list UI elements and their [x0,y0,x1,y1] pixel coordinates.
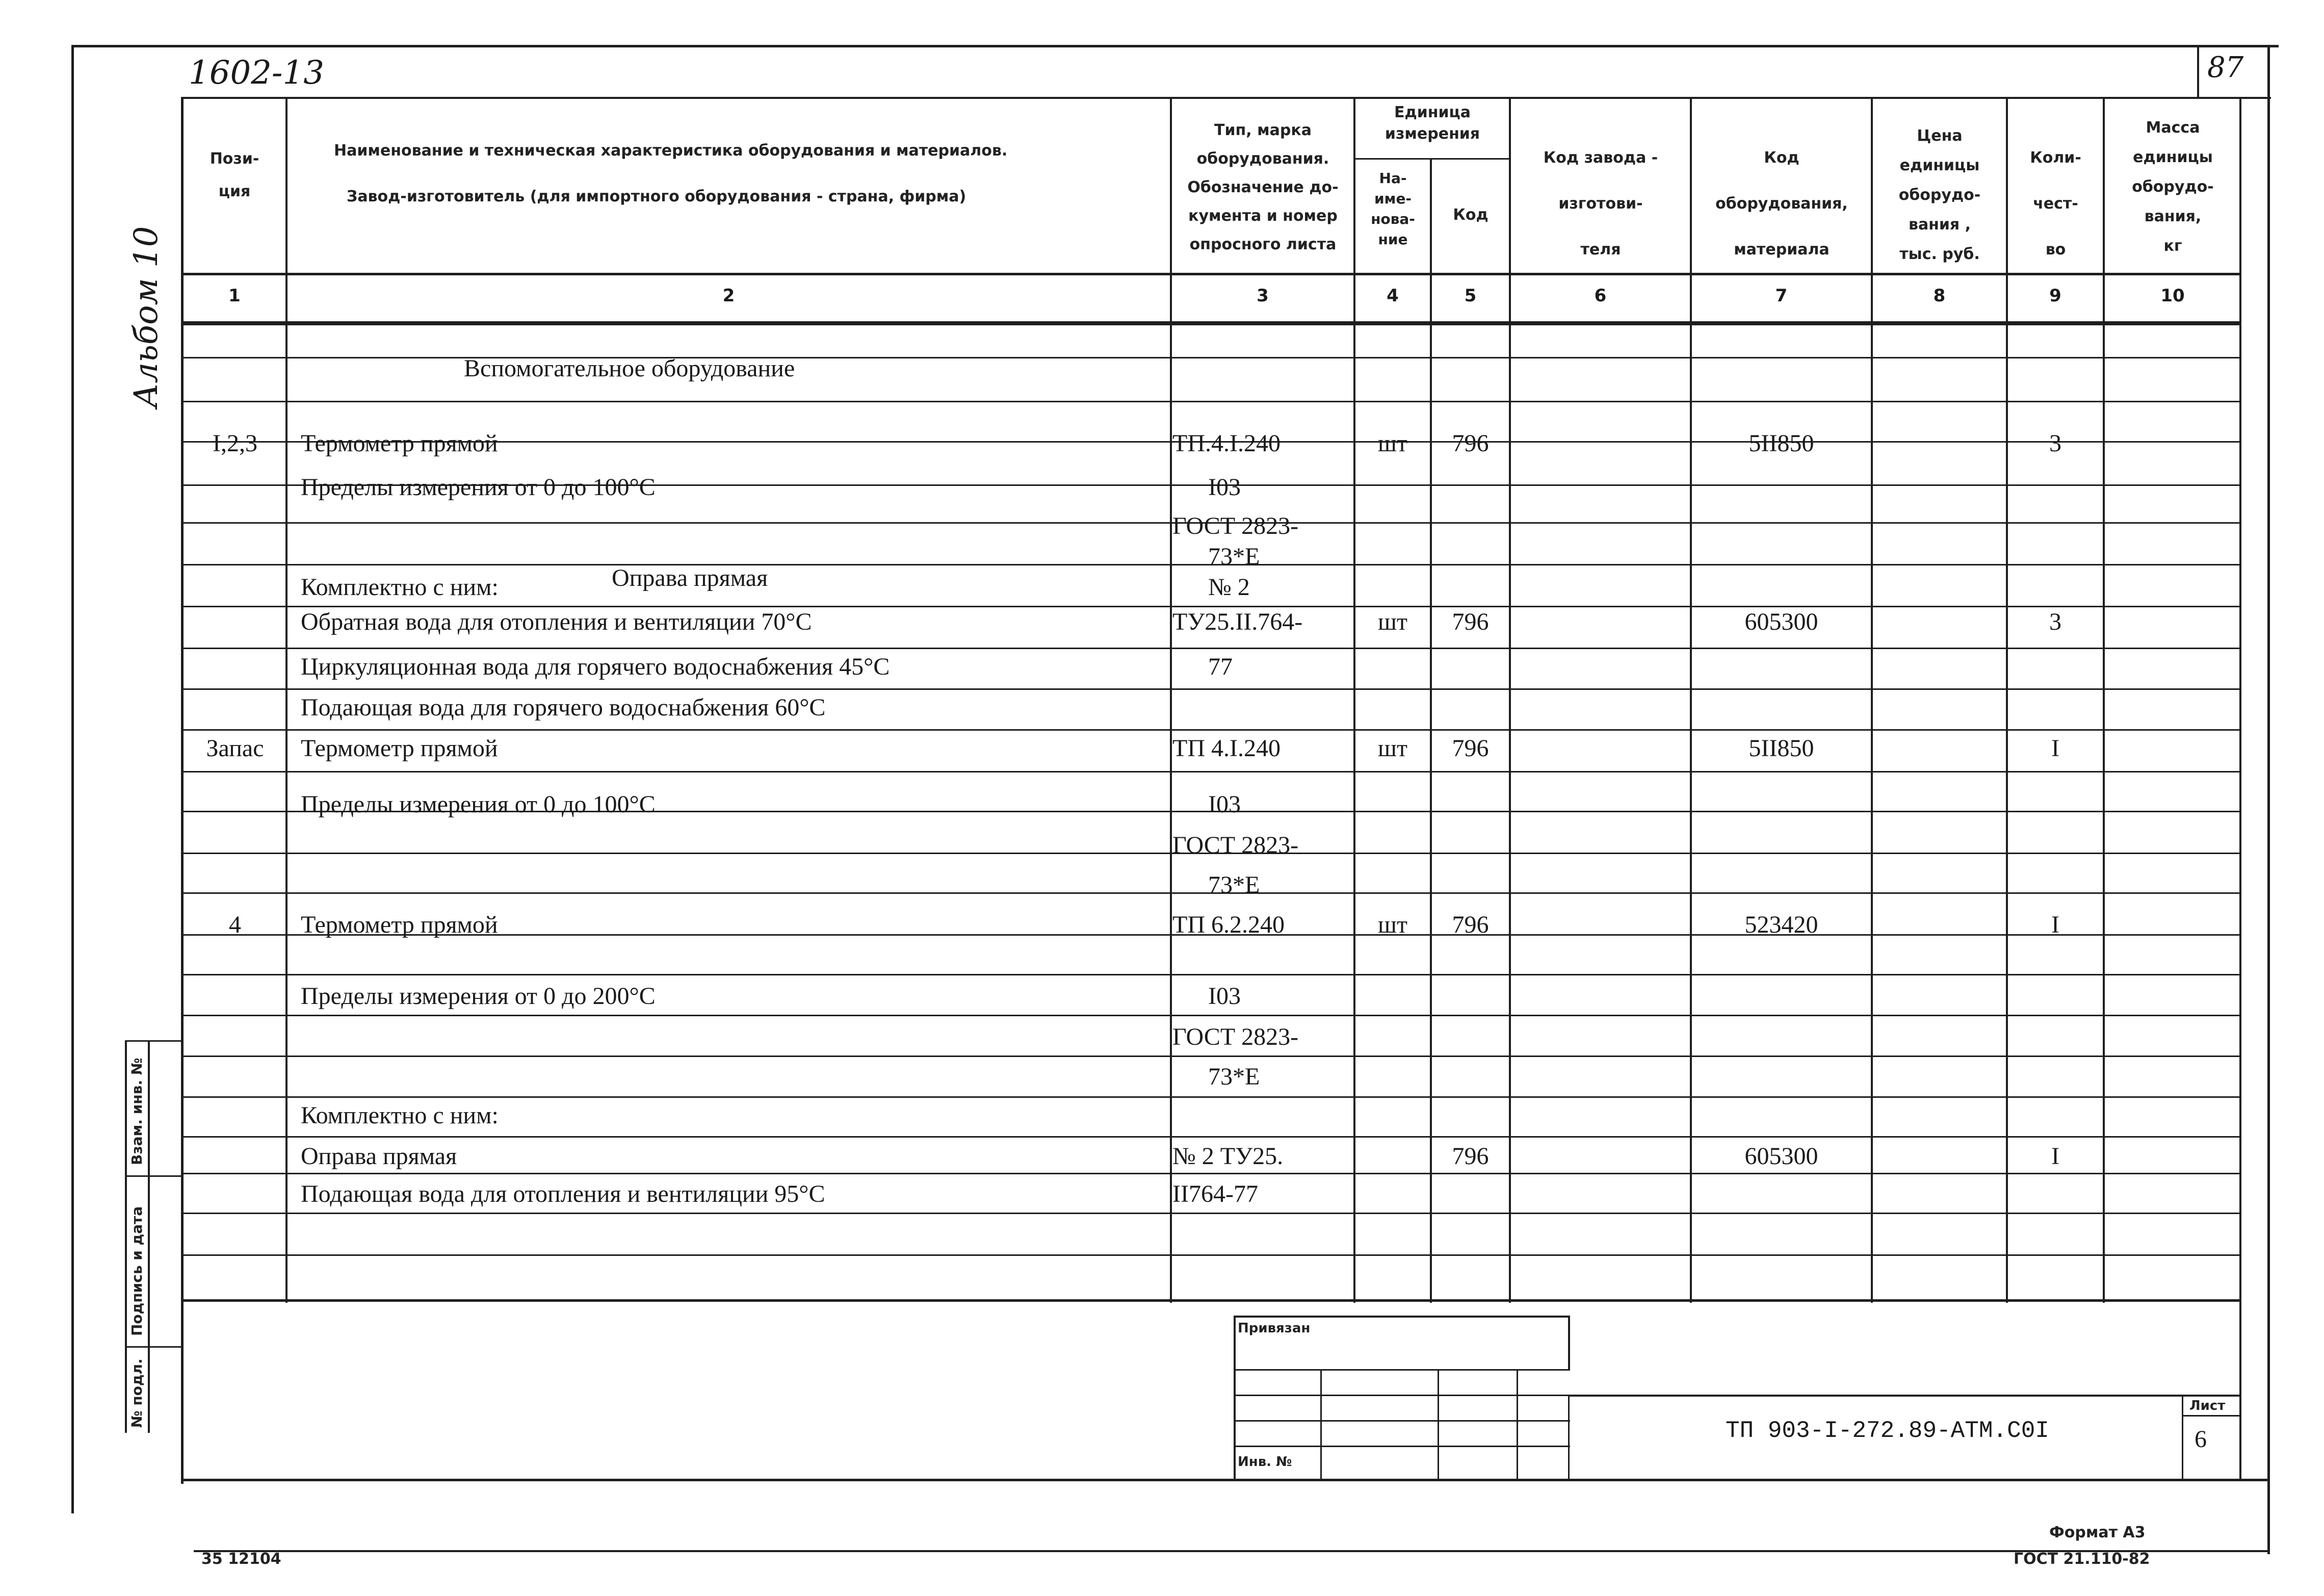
row-5-type: № 2 [1208,574,1250,601]
row-13-equip: 523420 [1744,911,1818,938]
row-13-name: Термометр прямой [301,911,498,938]
row-divider [181,729,2240,731]
frame-top-inner [181,97,2271,99]
sheet-number: 6 [2195,1426,2207,1453]
row-divider [181,1136,2240,1138]
header-price: Цена единицы оборудо- вания , тыс. руб. [1898,127,1981,263]
row-4-type: 73*Е [1208,543,1260,570]
header-pos: Пози- ция [210,150,259,200]
row-divider [181,1254,2240,1256]
row-9-unit: шт [1378,735,1407,762]
col-num-3: 3 [1257,286,1269,306]
header-plant-code: Код завода - изготови- теля [1543,149,1658,259]
doc-code: ТП 903-I-272.89-АТМ.С0I [1726,1418,2049,1444]
row-divider [181,324,2240,325]
row-5-name-extra: Оправа прямая [612,564,768,591]
row-divider [181,974,2240,975]
row-10-name: Пределы измерения от 0 до 100°С [301,791,656,818]
row-13-pos: 4 [229,911,241,938]
row-11-type: ГОСТ 2823- [1172,832,1299,859]
row-9-qty: I [2051,735,2059,762]
row-9-type: ТП 4.I.240 [1172,735,1281,762]
row-12-type: 73*Е [1208,871,1260,898]
header-equip-code: Код оборудования, материала [1715,149,1848,259]
header-name-line2: Завод-изготовитель (для импортного оборудования - страна, фирма) [347,188,967,205]
row-divider [181,688,2240,690]
footer-gost: ГОСТ 21.110-82 [2014,1550,2150,1568]
sheet-label: Лист [2189,1398,2226,1413]
frame-bottom-page [194,1550,2268,1552]
row-divider [181,1015,2240,1016]
row-divider [181,1173,2240,1174]
stamp-inv: Инв. № [1238,1454,1292,1470]
row-3-type: ГОСТ 2823- [1172,512,1299,539]
row-1-equip: 5II850 [1748,430,1814,457]
col-num-1: 1 [228,286,241,306]
row-19-type: II764-77 [1172,1180,1258,1207]
row-divider [181,401,2240,402]
row-5-name: Комплектно с ним: [301,574,499,601]
header-unit-name: На- име- нова- ние [1371,170,1415,248]
row-1-pos: I,2,3 [213,430,257,457]
row-7-type: 77 [1208,653,1233,680]
row-6-unit: шт [1378,608,1407,635]
row-13-unit: шт [1378,911,1407,938]
row-7-name: Циркуляционная вода для горячего водоснабжения 45°С [301,653,890,680]
col-num-9: 9 [2049,286,2061,306]
row-1-name: Термометр прямой [301,430,498,457]
header-unit: Единица измерения [1385,104,1480,143]
row-9-equip: 5II850 [1748,735,1814,762]
row-2-name: Пределы измерения от 0 до 100°С [301,474,656,501]
col-num-4: 4 [1387,286,1399,306]
row-9-code: 796 [1452,735,1489,762]
row-14-name: Пределы измерения от 0 до 200°С [301,983,656,1010]
frame-right [2267,45,2270,1554]
row-8-name: Подающая вода для горячего водоснабжения 60°С [301,694,826,721]
header-unit-code: Код [1453,206,1489,224]
row-19-name: Подающая вода для отопления и вентиляции 95°С [301,1180,825,1207]
row-divider [181,771,2240,773]
top-code: 1602-13 [189,54,324,92]
header-name-line1: Наименование и техническая характеристика оборудования и материалов. [334,142,1008,160]
header-qty: Коли- чест- во [2030,149,2081,259]
row-divider [181,1213,2240,1214]
page-number: 87 [2207,51,2244,84]
row-13-type: ТП 6.2.240 [1172,911,1285,938]
row-1-qty: 3 [2049,430,2061,457]
row-18-qty: I [2051,1143,2059,1170]
row-15-type: ГОСТ 2823- [1172,1023,1299,1050]
row-9-pos: Запас [206,735,264,762]
side-inv-orig: № подл. [128,1358,145,1428]
row-10-type: I03 [1208,791,1241,818]
row-13-qty: I [2051,911,2059,938]
col-num-7: 7 [1775,286,1788,306]
row-6-equip: 605300 [1744,608,1818,635]
row-2-type: I03 [1208,474,1241,501]
row-divider [181,606,2240,607]
row-divider [181,648,2240,649]
row-6-qty: 3 [2049,608,2061,635]
row-6-code: 796 [1452,608,1489,635]
row-13-code: 796 [1452,911,1489,938]
row-divider [181,1056,2240,1057]
stamp-linked: Привязан [1238,1321,1311,1336]
row-0-name: Вспомогательное оборудование [464,355,795,382]
row-16-type: 73*Е [1208,1063,1260,1090]
col-num-8: 8 [1933,286,1946,306]
col-num-2: 2 [722,286,735,306]
album-label: Альбом 10 [127,226,165,408]
row-divider [181,1096,2240,1098]
footer-left-code: 35 12104 [201,1550,281,1568]
frame-bottom [181,1479,2268,1481]
col-num-5: 5 [1464,286,1477,306]
row-18-type: № 2 ТУ25. [1172,1143,1284,1170]
row-14-type: I03 [1208,983,1241,1010]
row-6-type: ТУ25.II.764- [1172,608,1303,635]
row-17-name: Комплектно с ним: [301,1102,499,1129]
row-18-equip: 605300 [1744,1143,1818,1170]
header-type: Тип, марка оборудования. Обозначение до- кумента и номер опросного листа [1187,121,1339,253]
row-18-code: 796 [1452,1143,1489,1170]
frame-left-outer [71,45,74,1513]
row-1-type: ТП.4.I.240 [1172,430,1281,457]
col-num-6: 6 [1594,286,1607,306]
frame-top [71,45,2279,47]
row-18-name: Оправа прямая [301,1143,457,1170]
col-num-10: 10 [2160,286,2185,306]
row-1-code: 796 [1452,430,1489,457]
footer-format: Формат А3 [2049,1524,2146,1541]
row-9-name: Термометр прямой [301,735,498,762]
side-sign-date: Подпись и дата [128,1206,145,1336]
side-replace-inv: Взам. инв. № [128,1058,145,1165]
row-1-unit: шт [1378,430,1407,457]
row-6-name: Обратная вода для отопления и вентиляции 70°С [301,608,812,635]
header-mass: Масса единицы оборудо- вания, кг [2132,119,2214,255]
